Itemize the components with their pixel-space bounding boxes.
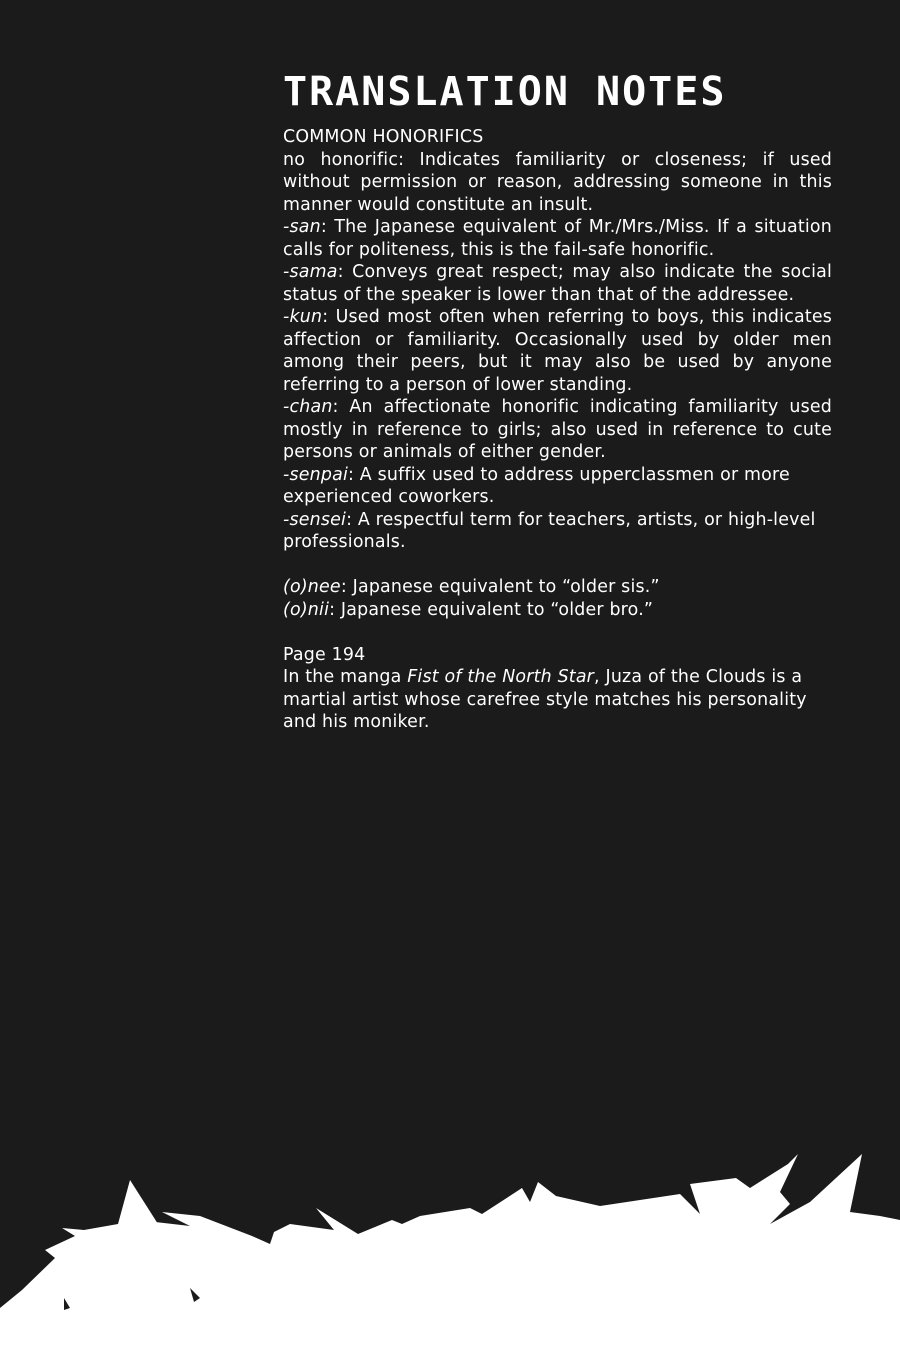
honorific-term: (o)nee xyxy=(283,577,341,597)
mountain-silhouette-illustration xyxy=(0,1140,900,1350)
page-note: In the manga Fist of the North Star, Juza of the Clouds is a martial artist whose carefree style matches his personality and his moniker. xyxy=(283,667,807,732)
honorific-term: -senpai xyxy=(283,464,348,485)
honorific-entry-kun: -kun: Used most often when referring to boys, this indicates affection or familiarity. Occasionally used by older men among their peers, but it may also be used by anyone referring to a person of lower standing. xyxy=(283,307,832,395)
honorific-definition: Japanese equivalent to “older sis.” xyxy=(346,577,660,597)
honorific-term: -kun xyxy=(283,307,323,327)
honorific-definition: Conveys great respect; may also indicate the social status of the speaker is lower than that of the addressee. xyxy=(283,262,832,305)
honorific-entry-chan: -chan: An affectionate honorific indicating familiarity used mostly in reference to girls; also used in reference to cute persons or animals of either gender. xyxy=(283,397,832,462)
honorific-entry-san: -san: The Japanese equivalent of Mr./Mrs./Miss. If a situation calls for politeness, this is the fail-safe honorific. xyxy=(283,217,832,260)
honorific-definition: The Japanese equivalent of Mr./Mrs./Miss. If a situation calls for politeness, this is the fail-safe honorific. xyxy=(283,217,832,260)
translation-notes-body xyxy=(283,126,832,734)
section-heading-honorifics: COMMON HONORIFICS xyxy=(283,127,484,147)
honorific-definition: A suffix used to address upperclassmen or more experienced coworkers. xyxy=(283,464,790,507)
mountain-silhouette xyxy=(0,1154,900,1350)
honorific-term: (o)nii xyxy=(283,599,330,620)
spacer xyxy=(283,554,832,577)
honorific-entry-sensei: -sensei: A respectful term for teachers, artists, or high-level professionals. xyxy=(283,509,816,552)
honorific-term: no honorific xyxy=(283,149,399,170)
honorific-definition: Japanese equivalent to “older bro.” xyxy=(335,599,654,620)
honorific-term: -sama xyxy=(283,262,338,282)
honorific-definition: A respectful term for teachers, artists, or high-level professionals. xyxy=(283,509,816,552)
honorific-entry-sama: -sama: Conveys great respect; may also indicate the social status of the speaker is lower than that of the addressee. xyxy=(283,262,832,305)
honorific-definition: Used most often when referring to boys, this indicates affection or familiarity. Occasionally used by older men among their peers, but it may also be used by anyone referring to a person of lower standing. xyxy=(283,307,832,395)
page-title: TRANSLATION NOTES xyxy=(283,69,727,115)
honorific-term: -san xyxy=(283,217,321,237)
honorific-term: -chan xyxy=(283,397,333,417)
honorific-definition: An affectionate honorific indicating familiarity used mostly in reference to girls; also used in reference to cute persons or animals of either gender. xyxy=(283,397,832,462)
work-title: Fist of the North Star xyxy=(407,667,595,687)
honorific-term: -sensei xyxy=(283,509,347,530)
honorific-entry-none: no honorific: Indicates familiarity or closeness; if used without permission or reason, addressing someone in this manner would constitute an insult. xyxy=(283,149,832,215)
family-entry-onee: (o)nee: Japanese equivalent to “older sis.” xyxy=(283,577,660,597)
family-entry-onii: (o)nii: Japanese equivalent to “older bro.” xyxy=(283,599,654,620)
honorific-definition: Indicates familiarity or closeness; if used without permission or reason, addressing someone in this manner would constitute an insult. xyxy=(283,149,832,215)
honorific-entry-senpai: -senpai: A suffix used to address upperclassmen or more experienced coworkers. xyxy=(283,464,790,507)
page-reference: Page 194 xyxy=(283,644,366,665)
spacer xyxy=(283,621,832,644)
